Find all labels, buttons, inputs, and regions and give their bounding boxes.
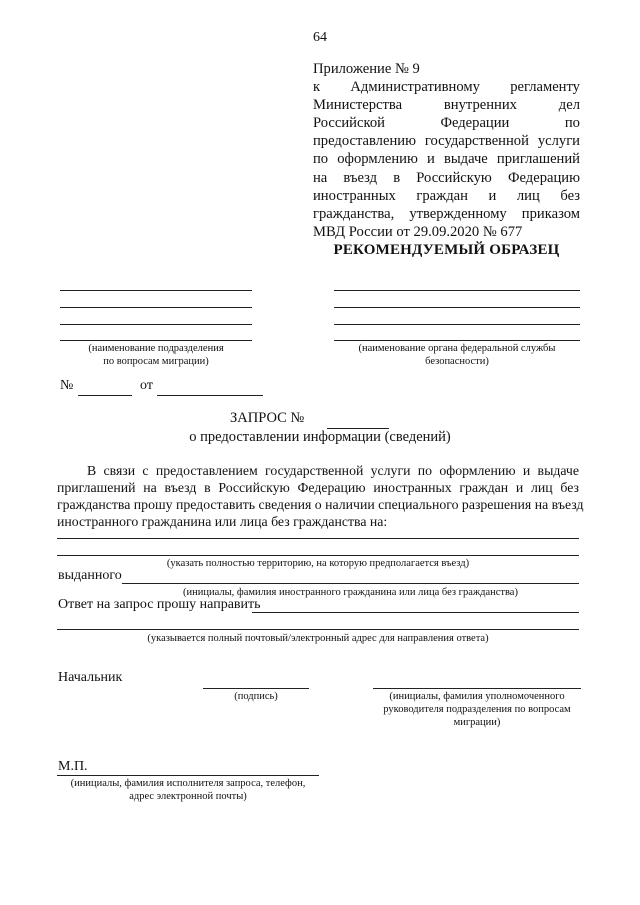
appendix-word: к (313, 79, 321, 96)
caption-line: миграции) (453, 717, 501, 728)
caption-line: руководителя подразделения по вопросам (383, 704, 571, 715)
executor-field (57, 775, 319, 776)
appendix-line-9: гражданства, утвержденному приказом (313, 205, 580, 222)
territory-line-2 (57, 555, 579, 556)
caption-line: безопасности) (425, 356, 489, 367)
left-addressee-line-2 (60, 307, 252, 308)
outgoing-number-field (78, 395, 132, 396)
page-number: 64 (313, 30, 327, 45)
left-addressee-line-1 (60, 290, 252, 291)
appendix-line-6: по оформлению и выдаче приглашений (313, 151, 580, 168)
left-addressee-line-3 (60, 324, 252, 325)
answer-label: Ответ на запрос прошу направить (58, 597, 261, 612)
caption-line: (наименование подразделения (88, 343, 224, 354)
right-addressee-line-1 (334, 290, 580, 291)
official-name-field (373, 688, 581, 689)
appendix-word: регламенту (510, 79, 580, 96)
caption-line: (наименование органа федеральной службы (358, 343, 556, 354)
appendix-word: иностранных (313, 187, 396, 204)
left-addressee-line-4 (60, 340, 252, 341)
right-addressee-caption (324, 342, 590, 368)
appendix-word: Федерации (440, 115, 510, 132)
appendix-word: по (564, 115, 580, 132)
outgoing-date-field (157, 395, 263, 396)
signature-caption: (подпись) (234, 691, 278, 702)
paragraph-line: гражданства прошу предоставить сведения о наличии специального разрешения на въезд (57, 497, 584, 512)
signature-field (203, 688, 309, 689)
request-title: ЗАПРОС № (230, 410, 305, 426)
appendix-line-2 (313, 78, 580, 96)
executor-caption (50, 777, 326, 803)
request-paragraph (57, 462, 584, 530)
appendix-word: Российской (313, 115, 385, 132)
appendix-word: Административному (350, 79, 480, 96)
right-addressee-line-4 (334, 340, 580, 341)
appendix-line-3 (313, 96, 580, 114)
appendix-word: внутренних (443, 97, 517, 114)
chief-label: Начальник (58, 670, 123, 685)
paragraph-line: приглашений на въезд в Российскую Федерацию иностранных граждан и лиц без (57, 480, 579, 495)
appendix-line-7: на въезд в Российскую Федерацию (313, 169, 580, 186)
appendix-line-8 (313, 187, 580, 205)
answer-address-line-2 (57, 629, 579, 630)
outgoing-date-label: от (140, 378, 153, 393)
right-addressee-line-2 (334, 307, 580, 308)
caption-line: по вопросам миграции) (103, 356, 209, 367)
caption-line: (инициалы, фамилия исполнителя запроса, телефон, (70, 778, 306, 789)
appendix-word: лиц (516, 187, 540, 204)
paragraph-line: иностранного гражданина или лица без гражданства на: (57, 514, 388, 529)
request-subtitle: о предоставлении информации (сведений) (189, 429, 451, 445)
person-caption: (инициалы, фамилия иностранного гражданина или лица без гражданства) (183, 587, 518, 598)
left-addressee-caption (50, 342, 262, 368)
issued-label: выданного (58, 568, 122, 583)
appendix-word: Министерства (313, 97, 403, 114)
answer-address-field (252, 612, 579, 613)
sample-heading: РЕКОМЕНДУЕМЫЙ ОБРАЗЕЦ (333, 242, 560, 258)
caption-line: (инициалы, фамилия уполномоченного (389, 691, 565, 702)
appendix-line-5: предоставлению государственной услуги (313, 133, 580, 150)
appendix-block (313, 60, 580, 241)
appendix-word: дел (558, 97, 580, 114)
appendix-word: без (560, 187, 580, 204)
paragraph-line: В связи с предоставлением государственной услуги по оформлению и выдаче (87, 463, 579, 478)
stamp-label: М.П. (58, 759, 88, 774)
appendix-word: граждан (416, 187, 468, 204)
territory-line-1 (57, 538, 579, 539)
caption-line: адрес электронной почты) (129, 791, 247, 802)
outgoing-number-label: № (60, 378, 74, 393)
appendix-word: и (488, 187, 497, 204)
appendix-line-4 (313, 114, 580, 132)
appendix-line-10: МВД России от 29.09.2020 № 677 (313, 223, 523, 240)
official-caption (360, 690, 594, 729)
appendix-line-1: Приложение № 9 (313, 61, 420, 77)
issued-person-field (122, 583, 579, 584)
address-caption: (указывается полный почтовый/электронный адрес для направления ответа) (147, 633, 489, 644)
right-addressee-line-3 (334, 324, 580, 325)
territory-caption: (указать полностью территорию, на которую предполагается въезд) (166, 558, 470, 569)
